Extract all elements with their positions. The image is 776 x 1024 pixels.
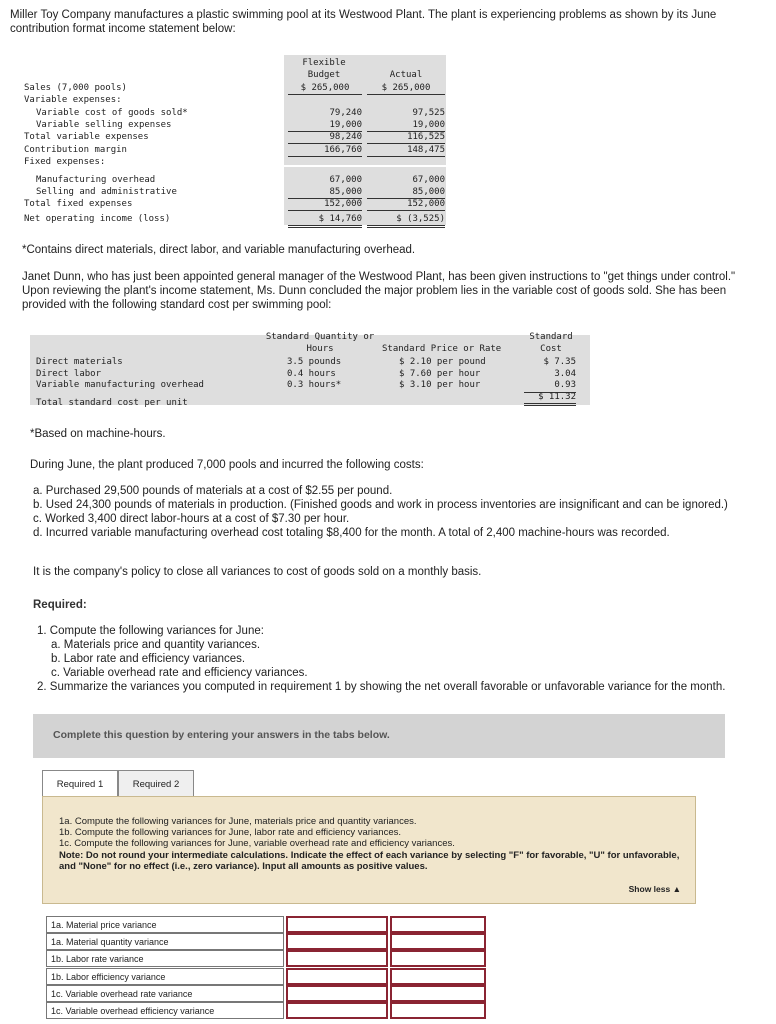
standard-cost-cost: 0.93 <box>524 379 576 392</box>
income-row-flex: 166,760 <box>288 144 362 157</box>
answer-row-label: 1b. Labor efficiency variance <box>46 968 284 985</box>
june-items <box>33 484 733 540</box>
tab-required-1[interactable]: Required 1 <box>42 770 118 800</box>
variance-effect-select[interactable] <box>390 1002 486 1019</box>
variance-effect-select[interactable] <box>390 968 486 985</box>
standard-cost-price: $ 7.60 per hour <box>399 368 481 379</box>
variance-effect-select[interactable] <box>390 985 486 1002</box>
answer-row <box>46 968 686 985</box>
instruction-line: 1c. Compute the following variances for June, variable overhead rate and efficiency variances. <box>59 838 455 850</box>
header-line: Standard Quantity or <box>265 332 375 342</box>
tab-bar <box>42 770 192 799</box>
income-row-label: Total variable expenses <box>24 132 149 142</box>
variance-amount-input[interactable] <box>286 968 388 985</box>
june-item: c. Worked 3,400 direct labor-hours at a cost of $7.30 per hour. <box>33 513 350 525</box>
footnote-machine-hours: *Based on machine-hours. <box>30 428 166 440</box>
answer-row <box>46 933 686 950</box>
standard-cost-cost: $ 7.35 <box>543 357 576 367</box>
income-row-flex: $ 14,760 <box>288 213 362 228</box>
income-row-flex: 98,240 <box>288 131 362 144</box>
income-row-label: Total fixed expenses <box>24 199 133 209</box>
required-heading: Required: <box>33 599 87 611</box>
instruction-line: 1a. Compute the following variances for June, materials price and quantity variances. <box>59 816 417 827</box>
income-row <box>22 198 446 210</box>
june-intro: During June, the plant produced 7,000 pools and incurred the following costs: <box>30 459 424 471</box>
income-row-actual: 67,000 <box>412 175 445 185</box>
income-row-label: Manufacturing overhead <box>36 175 156 185</box>
answer-table <box>46 916 686 1020</box>
standard-cost-qty: 0.4 hours <box>287 368 336 379</box>
income-row-actual: 116,525 <box>367 131 445 144</box>
income-row-actual: 148,475 <box>367 144 445 157</box>
income-row-actual: 85,000 <box>367 186 445 199</box>
header-line: Cost <box>540 344 562 355</box>
standard-cost-price: $ 3.10 per hour <box>399 380 481 391</box>
std-price-header: Standard Price or Rate <box>382 344 502 354</box>
standard-cost-qty: 0.3 hours* <box>287 380 342 391</box>
june-item: b. Used 24,300 pounds of materials in production. (Finished goods and work in process inventories are insignificant and can be ignored.) <box>33 499 728 511</box>
variance-amount-input[interactable] <box>286 985 388 1002</box>
total-standard-cost-label: Total standard cost per unit <box>36 398 188 408</box>
answer-row-label: 1c. Variable overhead rate variance <box>46 985 284 1002</box>
income-row-flex: 152,000 <box>288 198 362 211</box>
june-item: a. Purchased 29,500 pounds of materials at a cost of $2.55 per pound. <box>33 485 393 497</box>
answer-row <box>46 985 686 1002</box>
std-cost-header <box>518 331 584 356</box>
show-less-label: Show less <box>628 884 671 894</box>
answer-row <box>46 1002 686 1019</box>
show-less-link[interactable] <box>629 884 681 894</box>
income-row-flex: 79,240 <box>329 108 362 118</box>
header-line: Budget <box>307 70 341 81</box>
standard-cost-rows <box>36 356 590 396</box>
required-item: c. Variable overhead rate and efficiency variances. <box>51 667 308 679</box>
standard-cost-qty: 3.5 pounds <box>287 357 342 367</box>
required-item: b. Labor rate and efficiency variances. <box>51 653 246 665</box>
answer-row-label: 1c. Variable overhead efficiency variance <box>46 1002 284 1019</box>
caret-up-icon: ▲ <box>670 884 681 894</box>
answer-row <box>46 950 686 967</box>
variance-amount-input[interactable] <box>286 950 388 967</box>
answer-row <box>46 916 686 933</box>
variance-amount-input[interactable] <box>286 933 388 950</box>
paragraph-janet: Janet Dunn, who has just been appointed general manager of the Westwood Plant, has been given instructions to "get things under control." Upon reviewing the plant's income statement, Ms. Dunn concluded the major problem lies in the variable cost of goods sold. She has been provided with the following standard cost per swimming pool: <box>22 271 736 311</box>
instructions-block <box>59 816 689 872</box>
income-row <box>22 107 446 119</box>
complete-banner <box>33 714 725 758</box>
instruction-note: Note: Do not round your intermediate calculations. Indicate the effect of each variance by selecting "F" for favorable, "U" for unfavorable, and "None" for no effect (i.e., zero variance). Input all amounts as positive values. <box>59 849 680 872</box>
required-item: 1. Compute the following variances for June: <box>37 625 264 637</box>
income-row <box>22 119 446 131</box>
income-row <box>22 144 446 156</box>
header-line: Hours <box>306 344 334 355</box>
income-row-label: Selling and administrative <box>36 187 177 197</box>
income-row-actual: 97,525 <box>412 108 445 118</box>
standard-cost-label: Direct materials <box>36 357 123 367</box>
instruction-line: 1b. Compute the following variances for June, labor rate and efficiency variances. <box>59 827 402 839</box>
instructions-panel <box>42 796 696 904</box>
header-line: Standard <box>529 332 573 342</box>
income-row-label: Fixed expenses: <box>24 157 106 167</box>
income-row-label: Net operating income (loss) <box>24 214 171 224</box>
standard-cost-label: Direct labor <box>36 368 102 379</box>
income-row-label: Contribution margin <box>24 145 127 155</box>
intro-text: Miller Toy Company manufactures a plastic swimming pool at its Westwood Plant. The plant is experiencing problems as shown by its June contribution format income statement below: <box>10 9 717 35</box>
income-row <box>22 94 446 106</box>
variance-amount-input[interactable] <box>286 916 388 933</box>
tab-required-2[interactable]: Required 2 <box>118 770 194 800</box>
complete-banner-text: Complete this question by entering your answers in the tabs below. <box>53 729 390 741</box>
income-row-label: Variable selling expenses <box>36 120 172 130</box>
variance-amount-input[interactable] <box>286 1002 388 1019</box>
standard-cost-cost: 3.04 <box>554 368 576 379</box>
income-row-actual: $ 265,000 <box>367 82 445 95</box>
actual-header: Actual <box>389 70 423 80</box>
standard-cost-label: Variable manufacturing overhead <box>36 380 204 391</box>
required-list <box>37 624 737 694</box>
income-row <box>22 131 446 143</box>
variance-effect-select[interactable] <box>390 933 486 950</box>
income-row-actual: 152,000 <box>367 198 445 211</box>
income-row-label: Variable expenses: <box>24 95 122 105</box>
standard-cost-row <box>36 356 590 368</box>
income-row <box>22 156 446 168</box>
standard-cost-row <box>36 379 590 391</box>
standard-cost-price: $ 2.10 per pound <box>399 357 486 367</box>
income-row-label: Sales (7,000 pools) <box>24 83 127 93</box>
income-row-flex: 85,000 <box>288 186 362 199</box>
income-row-flex: $ 265,000 <box>288 82 362 95</box>
income-row <box>22 186 446 198</box>
income-statement <box>22 55 446 227</box>
required-item: 2. Summarize the variances you computed in requirement 1 by showing the net overall favorable or unfavorable variance for the month. <box>37 681 726 693</box>
income-row-flex: 19,000 <box>288 119 362 132</box>
answer-row-label: 1a. Material quantity variance <box>46 933 284 950</box>
june-item: d. Incurred variable manufacturing overhead cost totaling $8,400 for the month. A total of 2,400 machine-hours was recorded. <box>33 527 670 539</box>
required-item: a. Materials price and quantity variances. <box>51 639 261 651</box>
header-line: Flexible <box>302 58 346 68</box>
income-row <box>22 213 446 225</box>
footnote-contains: *Contains direct materials, direct labor, and variable manufacturing overhead. <box>22 244 416 256</box>
policy-text: It is the company's policy to close all variances to cost of goods sold on a monthly basis. <box>33 566 482 578</box>
income-row <box>22 174 446 186</box>
income-row <box>22 82 446 94</box>
answer-row-label: 1a. Material price variance <box>46 916 284 933</box>
income-row-actual: $ (3,525) <box>367 213 445 228</box>
income-rows <box>22 82 446 232</box>
income-row-label: Variable cost of goods sold* <box>36 108 188 118</box>
income-row-flex: 67,000 <box>329 175 362 185</box>
standard-cost-table <box>30 330 590 410</box>
variance-effect-select[interactable] <box>390 950 486 967</box>
std-qty-header <box>255 331 385 356</box>
standard-cost-row <box>36 368 590 380</box>
total-standard-cost-value: $ 11.32 <box>524 391 576 406</box>
flex-budget-header <box>284 57 364 82</box>
answer-row-label: 1b. Labor rate variance <box>46 950 284 967</box>
variance-effect-select[interactable] <box>390 916 486 933</box>
income-row-actual: 19,000 <box>367 119 445 132</box>
